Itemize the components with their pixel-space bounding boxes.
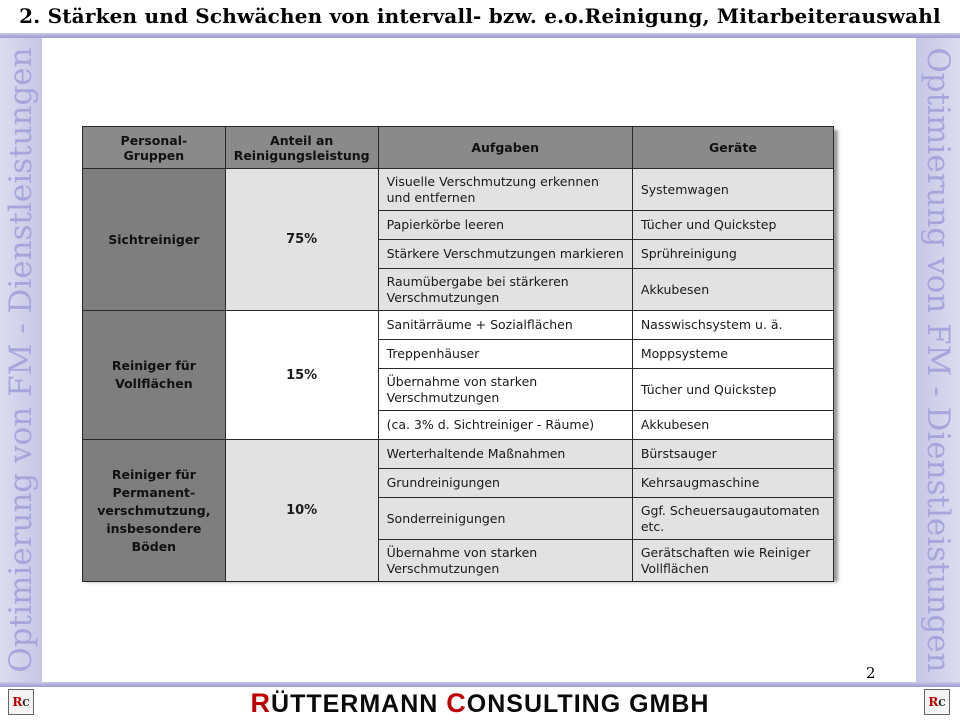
- task-cell: Übernahme von starken Verschmutzungen: [378, 540, 632, 582]
- company-r-rest: ÜTTERMANN: [271, 690, 447, 718]
- group-share-cell: 15%: [225, 311, 378, 440]
- device-cell: Bürstsauger: [632, 440, 833, 469]
- group-name-cell: Sichtreiniger: [83, 169, 226, 311]
- task-cell: Werterhaltende Maßnahmen: [378, 440, 632, 469]
- device-cell: Kehrsaugmaschine: [632, 469, 833, 498]
- task-cell: Sanitärräume + Sozialflächen: [378, 311, 632, 340]
- device-cell: Moppsysteme: [632, 340, 833, 369]
- header-personal-groups: Personal-Gruppen: [83, 127, 226, 169]
- group-name-cell: Reiniger für Vollflächen: [83, 311, 226, 440]
- left-side-banner: [0, 38, 42, 682]
- task-cell: Stärkere Verschmutzungen markieren: [378, 240, 632, 269]
- device-cell: Systemwagen: [632, 169, 833, 211]
- top-divider: [0, 33, 960, 38]
- left-side-text: Optimierung von FM - Dienstleistungen: [3, 47, 39, 673]
- table-header-row: [83, 127, 834, 169]
- right-side-banner: [916, 38, 960, 682]
- page-number: 2: [866, 664, 876, 682]
- logo-c: C: [938, 699, 946, 709]
- company-c-cap: C: [446, 688, 467, 718]
- device-cell: Akkubesen: [632, 269, 833, 311]
- group-share-cell: 75%: [225, 169, 378, 311]
- device-cell: Sprühreinigung: [632, 240, 833, 269]
- task-cell: Papierkörbe leeren: [378, 211, 632, 240]
- header-share: Anteil an Reinigungsleistung: [225, 127, 378, 169]
- company-name: [0, 688, 960, 720]
- device-cell: Tücher und Quickstep: [632, 211, 833, 240]
- staff-groups-table-container: [82, 126, 834, 578]
- header-tasks: Aufgaben: [378, 127, 632, 169]
- company-r-cap: R: [250, 688, 272, 718]
- device-cell: Akkubesen: [632, 411, 833, 440]
- task-cell: (ca. 3% d. Sichtreiniger - Räume): [378, 411, 632, 440]
- logo-r: R: [928, 695, 939, 709]
- slide-title: 2. Stärken und Schwächen von intervall- bzw. e.o.Reinigung, Mitarbeiterauswahl: [19, 4, 941, 28]
- task-cell: Sonderreinigungen: [378, 498, 632, 540]
- task-cell: Übernahme von starken Verschmutzungen: [378, 369, 632, 411]
- staff-groups-table: [82, 126, 834, 582]
- task-cell: Grundreinigungen: [378, 469, 632, 498]
- group-share-cell: 10%: [225, 440, 378, 582]
- device-cell: Tücher und Quickstep: [632, 369, 833, 411]
- device-cell: Nasswischsystem u. ä.: [632, 311, 833, 340]
- right-side-text: Optimierung von FM - Dienstleistungen: [920, 47, 956, 673]
- device-cell: Ggf. Scheuersaugautomaten etc.: [632, 498, 833, 540]
- task-cell: Raumübergabe bei stärkeren Verschmutzungen: [378, 269, 632, 311]
- task-cell: Treppenhäuser: [378, 340, 632, 369]
- table-row: [83, 169, 834, 211]
- logo-c: C: [22, 699, 30, 709]
- device-cell: Gerätschaften wie Reiniger Vollflächen: [632, 540, 833, 582]
- company-c-rest: ONSULTING GMBH: [466, 690, 710, 718]
- table-row: [83, 440, 834, 469]
- task-cell: Visuelle Verschmutzung erkennen und entfernen: [378, 169, 632, 211]
- bottom-divider: [0, 682, 960, 687]
- logo-r: R: [12, 695, 23, 709]
- header-devices: Geräte: [632, 127, 833, 169]
- group-name-cell: Reiniger für Permanent-verschmutzung, insbesondere Böden: [83, 440, 226, 582]
- table-row: [83, 311, 834, 340]
